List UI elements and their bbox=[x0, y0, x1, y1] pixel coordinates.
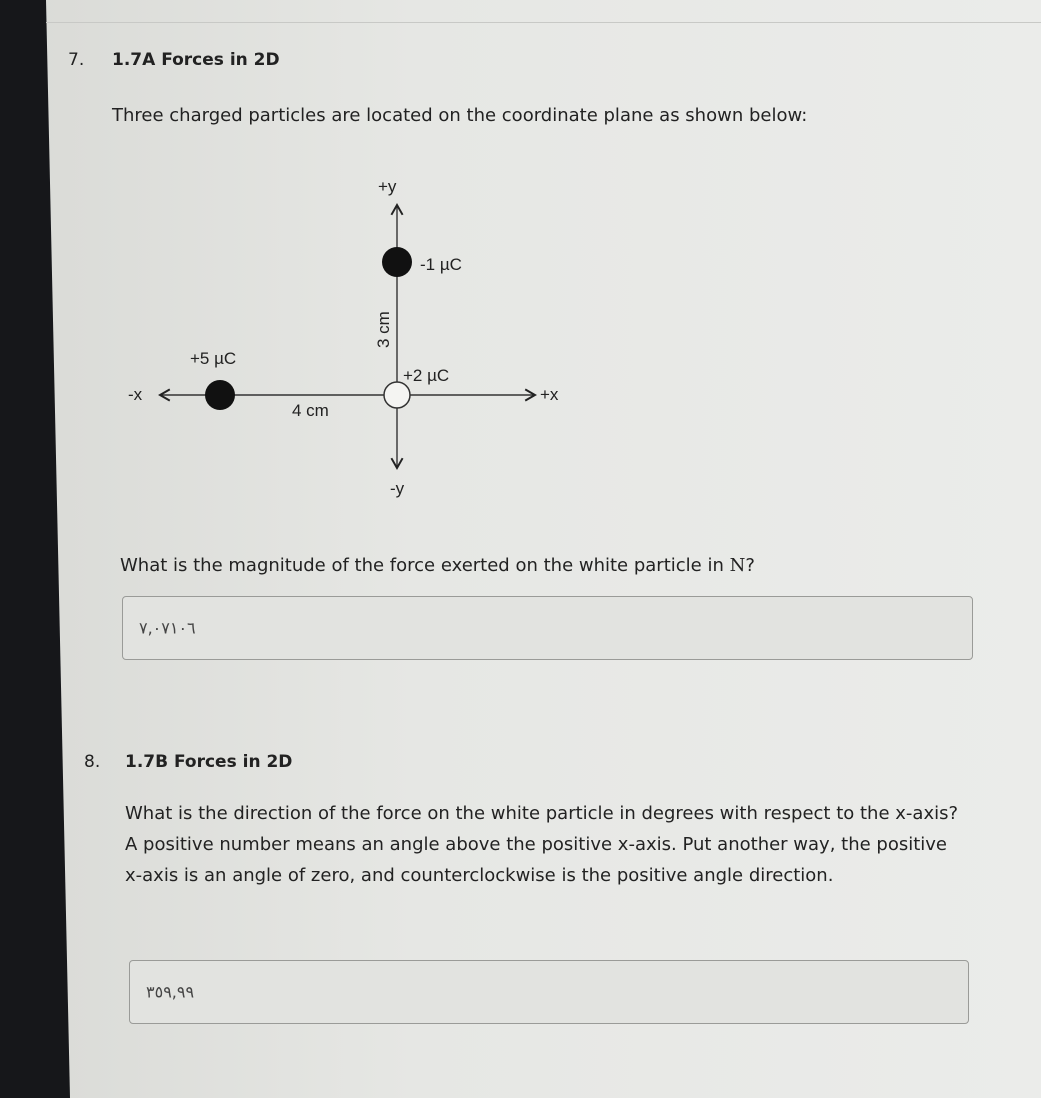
vertical-distance-label: 3 cm bbox=[374, 311, 393, 348]
question-7-prompt bbox=[120, 550, 755, 581]
neg-y-label: -y bbox=[390, 479, 405, 498]
question-7-number: 7. bbox=[68, 50, 85, 70]
answer-value: ٧,٠٧١٠٦ bbox=[139, 618, 196, 638]
neg-x-label: -x bbox=[128, 385, 143, 404]
question-8-answer-field[interactable] bbox=[129, 960, 969, 1024]
answer-value: ٣٥٩,٩٩ bbox=[146, 982, 195, 1002]
pos-y-label: +y bbox=[378, 177, 397, 196]
question-8-prompt: What is the direction of the force on the white particle in degrees with respect to the x-axis? A positive number means an angle above the positive x-axis. Put another way, the positive x-axis is an angle of zero, and counterclockwise is the positive angle direction. bbox=[125, 803, 959, 886]
charge-pos5 bbox=[205, 380, 235, 410]
charge-neg1-label: -1 µC bbox=[420, 255, 462, 274]
question-7-title: 1.7A Forces in 2D bbox=[112, 50, 280, 70]
horizontal-distance-label: 4 cm bbox=[292, 401, 329, 420]
question-7-intro: Three charged particles are located on the coordinate plane as shown below: bbox=[112, 105, 808, 126]
charge-pos2-label: +2 µC bbox=[403, 366, 450, 385]
prompt-text: What is the magnitude of the force exerted on the white particle in bbox=[120, 555, 730, 576]
charge-pos5-label: +5 µC bbox=[190, 349, 237, 368]
question-8-title: 1.7B Forces in 2D bbox=[125, 752, 293, 772]
pos-x-label: +x bbox=[540, 385, 559, 404]
charge-neg1 bbox=[382, 247, 412, 277]
prompt-end: ? bbox=[745, 555, 755, 576]
charge-pos2-white bbox=[384, 382, 410, 408]
question-7-answer-field[interactable] bbox=[122, 596, 973, 660]
unit: N bbox=[729, 555, 746, 576]
question-8-number: 8. bbox=[84, 752, 101, 772]
